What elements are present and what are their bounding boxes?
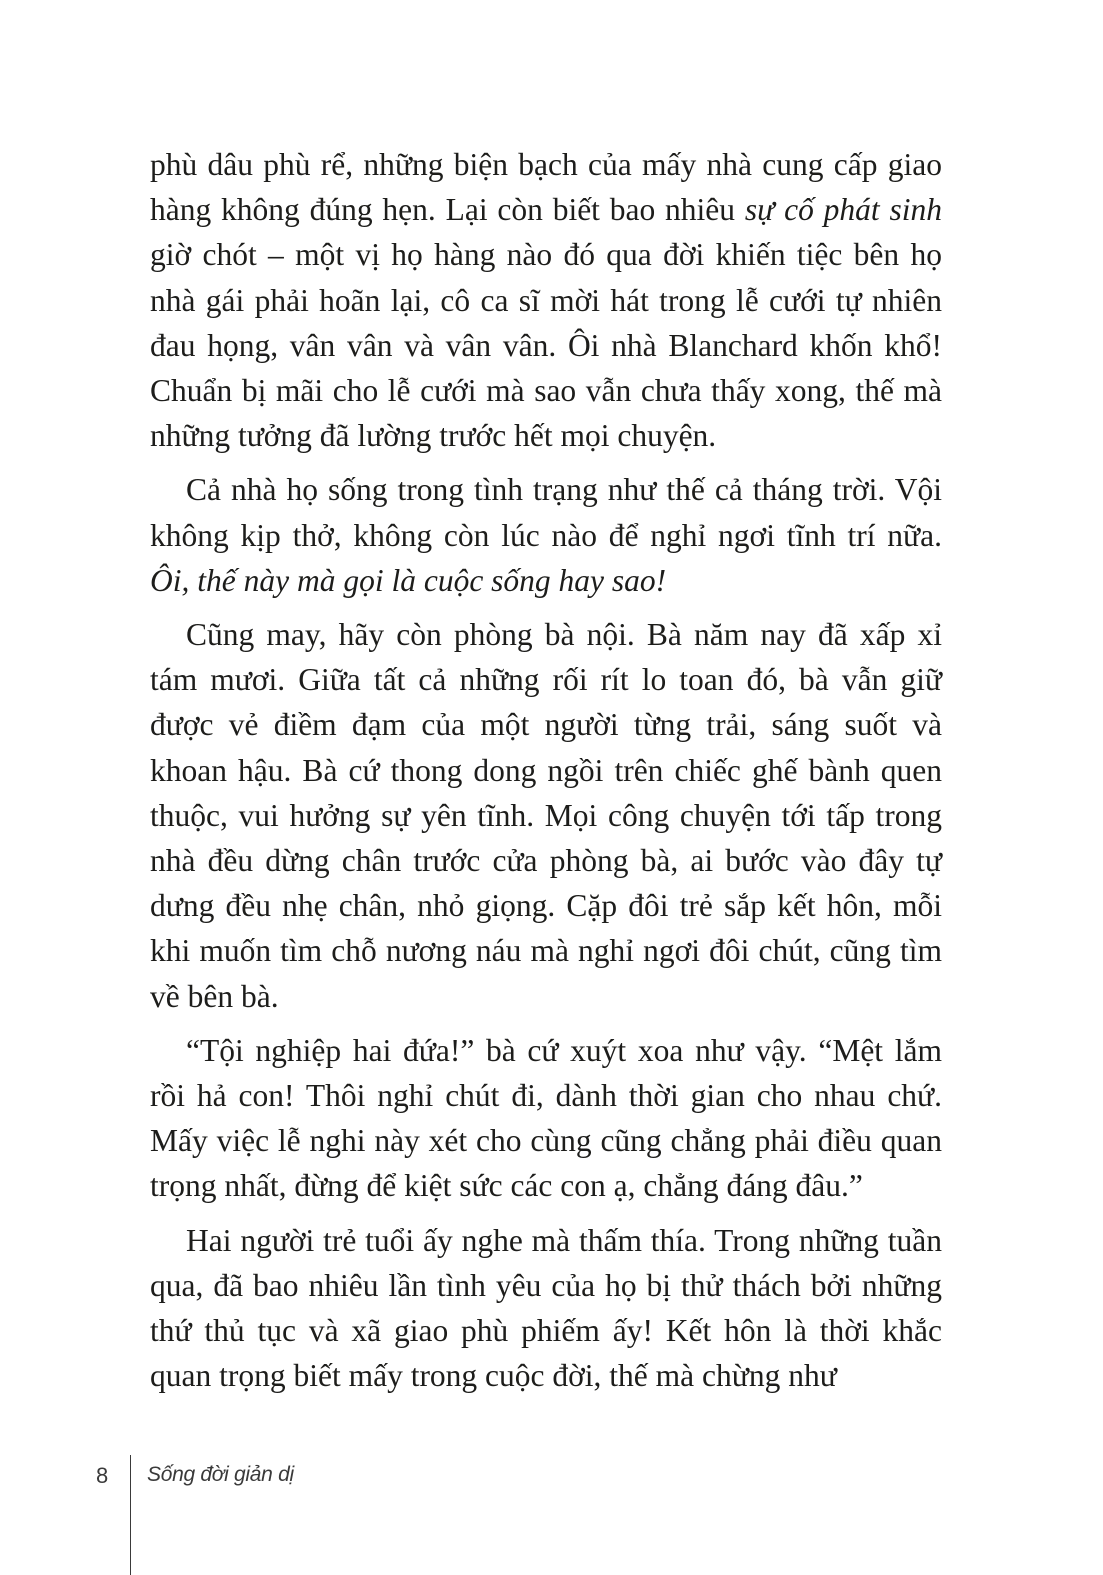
text-run: giờ chót – một vị họ hàng nào đó qua đời khiến tiệc bên họ nhà gái phải hoãn lại, cô ca sĩ mời hát trong lễ cưới tự nhiên đau họng, vân vân và vân vân. Ôi nhà Blanchard khốn khổ! Chuẩn bị mãi cho lễ cưới mà sao vẫn chưa thấy xong, thế mà những tưởng đã lường trước hết mọi chuyện. <box>150 237 942 454</box>
paragraph <box>150 467 942 603</box>
text-run: phù dâu phù rể, những biện bạch của mấy nhà cung cấp giao hàng không đúng hẹn. Lại còn biết bao nhiêu <box>150 147 942 228</box>
page-number: 8 <box>96 1463 109 1488</box>
text-run: Cả nhà họ sống trong tình trạng như thế cả tháng trời. Vội không kịp thở, không còn lúc nào để nghỉ ngơi tĩnh trí nữa. <box>150 472 942 553</box>
paragraph <box>150 1218 942 1399</box>
paragraph <box>150 612 942 1019</box>
footer-divider <box>130 1455 131 1575</box>
body-text <box>150 142 942 1398</box>
running-title: Sống đời giản dị <box>147 1463 294 1486</box>
page-footer <box>0 1450 1103 1575</box>
text-run-italic: Ôi, thế này mà gọi là cuộc sống hay sao! <box>150 562 667 598</box>
paragraph <box>150 1028 942 1209</box>
text-run-italic: sự cố phát sinh <box>744 192 942 228</box>
text-run: Hai người trẻ tuổi ấy nghe mà thấm thía. Trong những tuần qua, đã bao nhiêu lần tình yêu của họ bị thử thách bởi những thứ thủ tục và xã giao phù phiếm ấy! Kết hôn là thời khắc quan trọng biết mấy trong cuộc đời, thế mà chừng như <box>150 1222 942 1394</box>
text-run: “Tội nghiệp hai đứa!” bà cứ xuýt xoa như vậy. “Mệt lắm rồi hả con! Thôi nghỉ chút đi, dành thời gian cho nhau chứ. Mấy việc lễ nghi này xét cho cùng cũng chẳng phải điều quan trọng nhất, đừng để kiệt sức các con ạ, chẳng đáng đâu.” <box>150 1032 942 1204</box>
paragraph <box>150 142 942 458</box>
text-run: Cũng may, hãy còn phòng bà nội. Bà năm nay đã xấp xỉ tám mươi. Giữa tất cả những rối rít lo toan đó, bà vẫn giữ được vẻ điềm đạm của một người từng trải, sáng suốt và khoan hậu. Bà cứ thong dong ngồi trên chiếc ghế bành quen thuộc, vui hưởng sự yên tĩnh. Mọi công chuyện tới tấp trong nhà đều dừng chân trước cửa phòng bà, ai bước vào đây tự dưng đều nhẹ chân, nhỏ giọng. Cặp đôi trẻ sắp kết hôn, mỗi khi muốn tìm chỗ nương náu mà nghỉ ngơi đôi chút, cũng tìm về bên bà. <box>150 617 942 1014</box>
